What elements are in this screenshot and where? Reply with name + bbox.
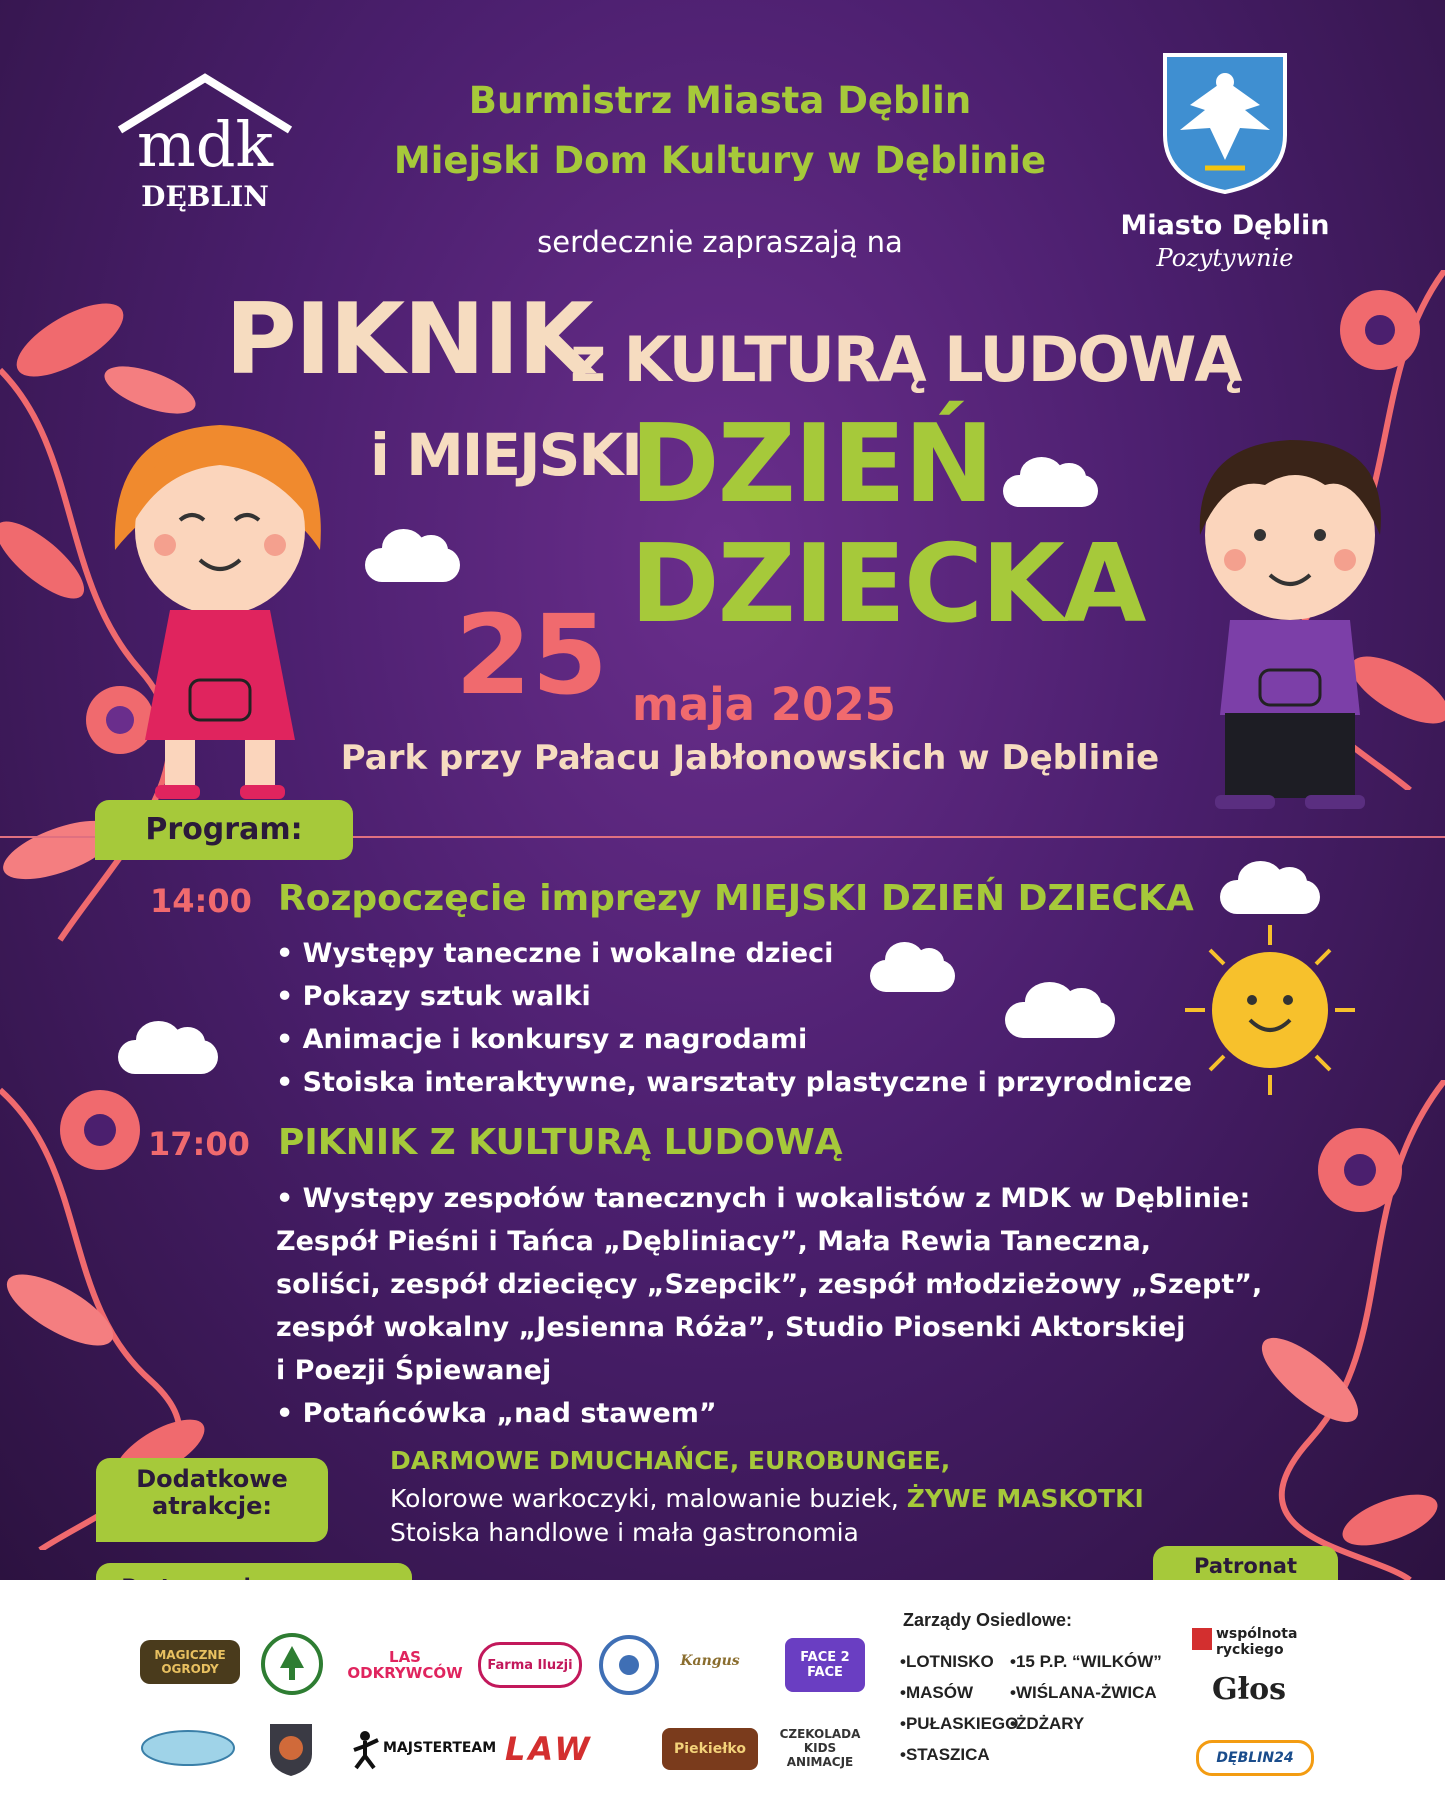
extra-line-2 <box>390 1484 1144 1513</box>
extra-line-3: Stoiska handlowe i mała gastronomia <box>390 1518 859 1547</box>
event-month-year: maja 2025 <box>632 678 896 731</box>
extra-label-line-2: atrakcje: <box>152 1492 272 1520</box>
sponsor-logo-farma-iluzji: Farma Iluzji <box>478 1642 582 1688</box>
program-item: • Stoiska interaktywne, warsztaty plastyczne i przyrodnicze <box>276 1067 1192 1098</box>
sun-icon <box>1180 920 1360 1100</box>
extra-line-2-text: Kolorowe warkoczyki, malowanie buziek, <box>390 1484 907 1513</box>
media-label-line-1: Patronat <box>1194 1554 1297 1578</box>
city-name: Miasto Dęblin <box>1120 210 1330 241</box>
cloud-decoration <box>118 1040 218 1074</box>
title-piknik: PIKNIK <box>225 283 592 397</box>
folk-flowers-right-lower <box>1250 1080 1445 1580</box>
girl-illustration <box>105 410 335 800</box>
program-title-2: PIKNIK Z KULTURĄ LUDOWĄ <box>278 1122 843 1163</box>
media-logo-wspolnota: wspólnota ryckiego <box>1216 1626 1298 1658</box>
sponsor-logo-magiczne-ogrody: MAGICZNE OGRODY <box>140 1640 240 1684</box>
sponsor-logo-kangus: Kangus <box>680 1653 740 1669</box>
estate-item: •WIŚLANA-ŻWICA <box>1010 1683 1157 1702</box>
extra-label-line-1: Dodatkowe <box>136 1465 288 1493</box>
sponsor-logo-foundation <box>598 1634 660 1696</box>
sponsor-logo-shield <box>266 1720 316 1778</box>
estate-item: •MASÓW <box>900 1683 973 1702</box>
sponsor-logo-law: LAW <box>505 1730 593 1768</box>
extra-label <box>96 1458 328 1542</box>
media-logo-glos: Głos <box>1212 1672 1287 1707</box>
program-item: • Pokazy sztuk walki <box>276 981 591 1012</box>
city-crest <box>1160 50 1290 195</box>
eagle-crest-icon <box>1160 50 1290 195</box>
cloud-decoration <box>1005 1002 1115 1038</box>
cloud-decoration <box>1003 475 1098 507</box>
invite-text: serdecznie zapraszają na <box>537 225 903 259</box>
sponsor-logo-las-odkrywcow: LAS ODKRYWCÓW <box>347 1648 463 1682</box>
program-title-1: Rozpoczęcie imprezy MIEJSKI DZIEŃ DZIECKA <box>278 878 1194 919</box>
organizer-line-1: Burmistrz Miasta Dęblin <box>468 79 972 122</box>
city-slogan: Pozytywnie <box>1156 244 1294 272</box>
program-item: Zespół Pieśni i Tańca „Dębliniacy”, Mała Rewia Taneczna, <box>276 1226 1151 1257</box>
program-item: i Poezji Śpiewanej <box>276 1355 552 1386</box>
cloud-decoration <box>1220 880 1320 914</box>
organizer-line-2: Miejski Dom Kultury w Dęblinie <box>393 139 1047 182</box>
title-dzien: DZIEŃ <box>630 402 993 527</box>
karate-figure-icon <box>350 1730 380 1770</box>
estate-item: •ŻDŻARY <box>1010 1714 1085 1733</box>
sponsor-logo-czekolada-kids: CZEKOLADA KIDS ANIMACJE <box>779 1727 861 1769</box>
sponsor-logo-parks <box>260 1632 324 1696</box>
program-label: Program: <box>95 800 353 860</box>
boy-illustration <box>1165 425 1405 815</box>
cloud-decoration <box>365 548 460 582</box>
program-item: • Występy zespołów tanecznych i wokalistów z MDK w Dęblinie: <box>276 1183 1251 1214</box>
title-i-miejski: i MIEJSKI <box>370 421 641 489</box>
extra-line-2-highlight: ŻYWE MASKOTKI <box>906 1484 1144 1513</box>
media-logo-deblin24: DĘBLIN24 <box>1196 1740 1314 1776</box>
cloud-decoration <box>870 960 955 992</box>
title-kultura-ludowa: z KULTURĄ LUDOWĄ <box>570 323 1241 396</box>
estate-item: •PUŁASKIEGO <box>900 1714 1019 1733</box>
program-time-1: 14:00 <box>150 882 252 920</box>
program-time-2: 17:00 <box>148 1125 250 1163</box>
estates-title: Zarządy Osiedlowe: <box>903 1610 1073 1630</box>
program-item: • Potańcówka „nad stawem” <box>276 1398 717 1429</box>
estate-item: •15 P.P. “WILKÓW” <box>1010 1652 1162 1671</box>
estate-item: •STASZICA <box>900 1745 990 1764</box>
program-item: zespół wokalny „Jesienna Róża”, Studio Piosenki Aktorskiej <box>276 1312 1186 1343</box>
footer <box>0 1580 1445 1820</box>
wspolnota-w-icon <box>1192 1628 1212 1650</box>
mdk-logo-city: DĘBLIN <box>141 180 269 213</box>
sponsor-logo-piekielko: Piekiełko <box>662 1728 758 1770</box>
sponsor-logo-majsterteam: MAJSTERTEAM <box>383 1740 497 1756</box>
program-item: soliści, zespół dziecięcy „Szepcik”, zespół młodzieżowy „Szept”, <box>276 1269 1263 1300</box>
mdk-logo-text: mdk <box>136 108 274 181</box>
sponsor-logo-school <box>140 1728 236 1768</box>
program-item: • Występy taneczne i wokalne dzieci <box>276 938 834 969</box>
event-day: 25 <box>455 591 609 719</box>
event-place: Park przy Pałacu Jabłonowskich w Dęblinie <box>340 738 1160 778</box>
title-dziecka: DZIECKA <box>630 522 1145 647</box>
mdk-logo <box>110 70 300 220</box>
sponsor-logo-face2face: FACE 2 FACE <box>785 1638 865 1692</box>
extra-line-1: DARMOWE DMUCHAŃCE, EUROBUNGEE, <box>390 1446 951 1475</box>
estate-item: •LOTNISKO <box>900 1652 994 1671</box>
program-item: • Animacje i konkursy z nagrodami <box>276 1024 808 1055</box>
